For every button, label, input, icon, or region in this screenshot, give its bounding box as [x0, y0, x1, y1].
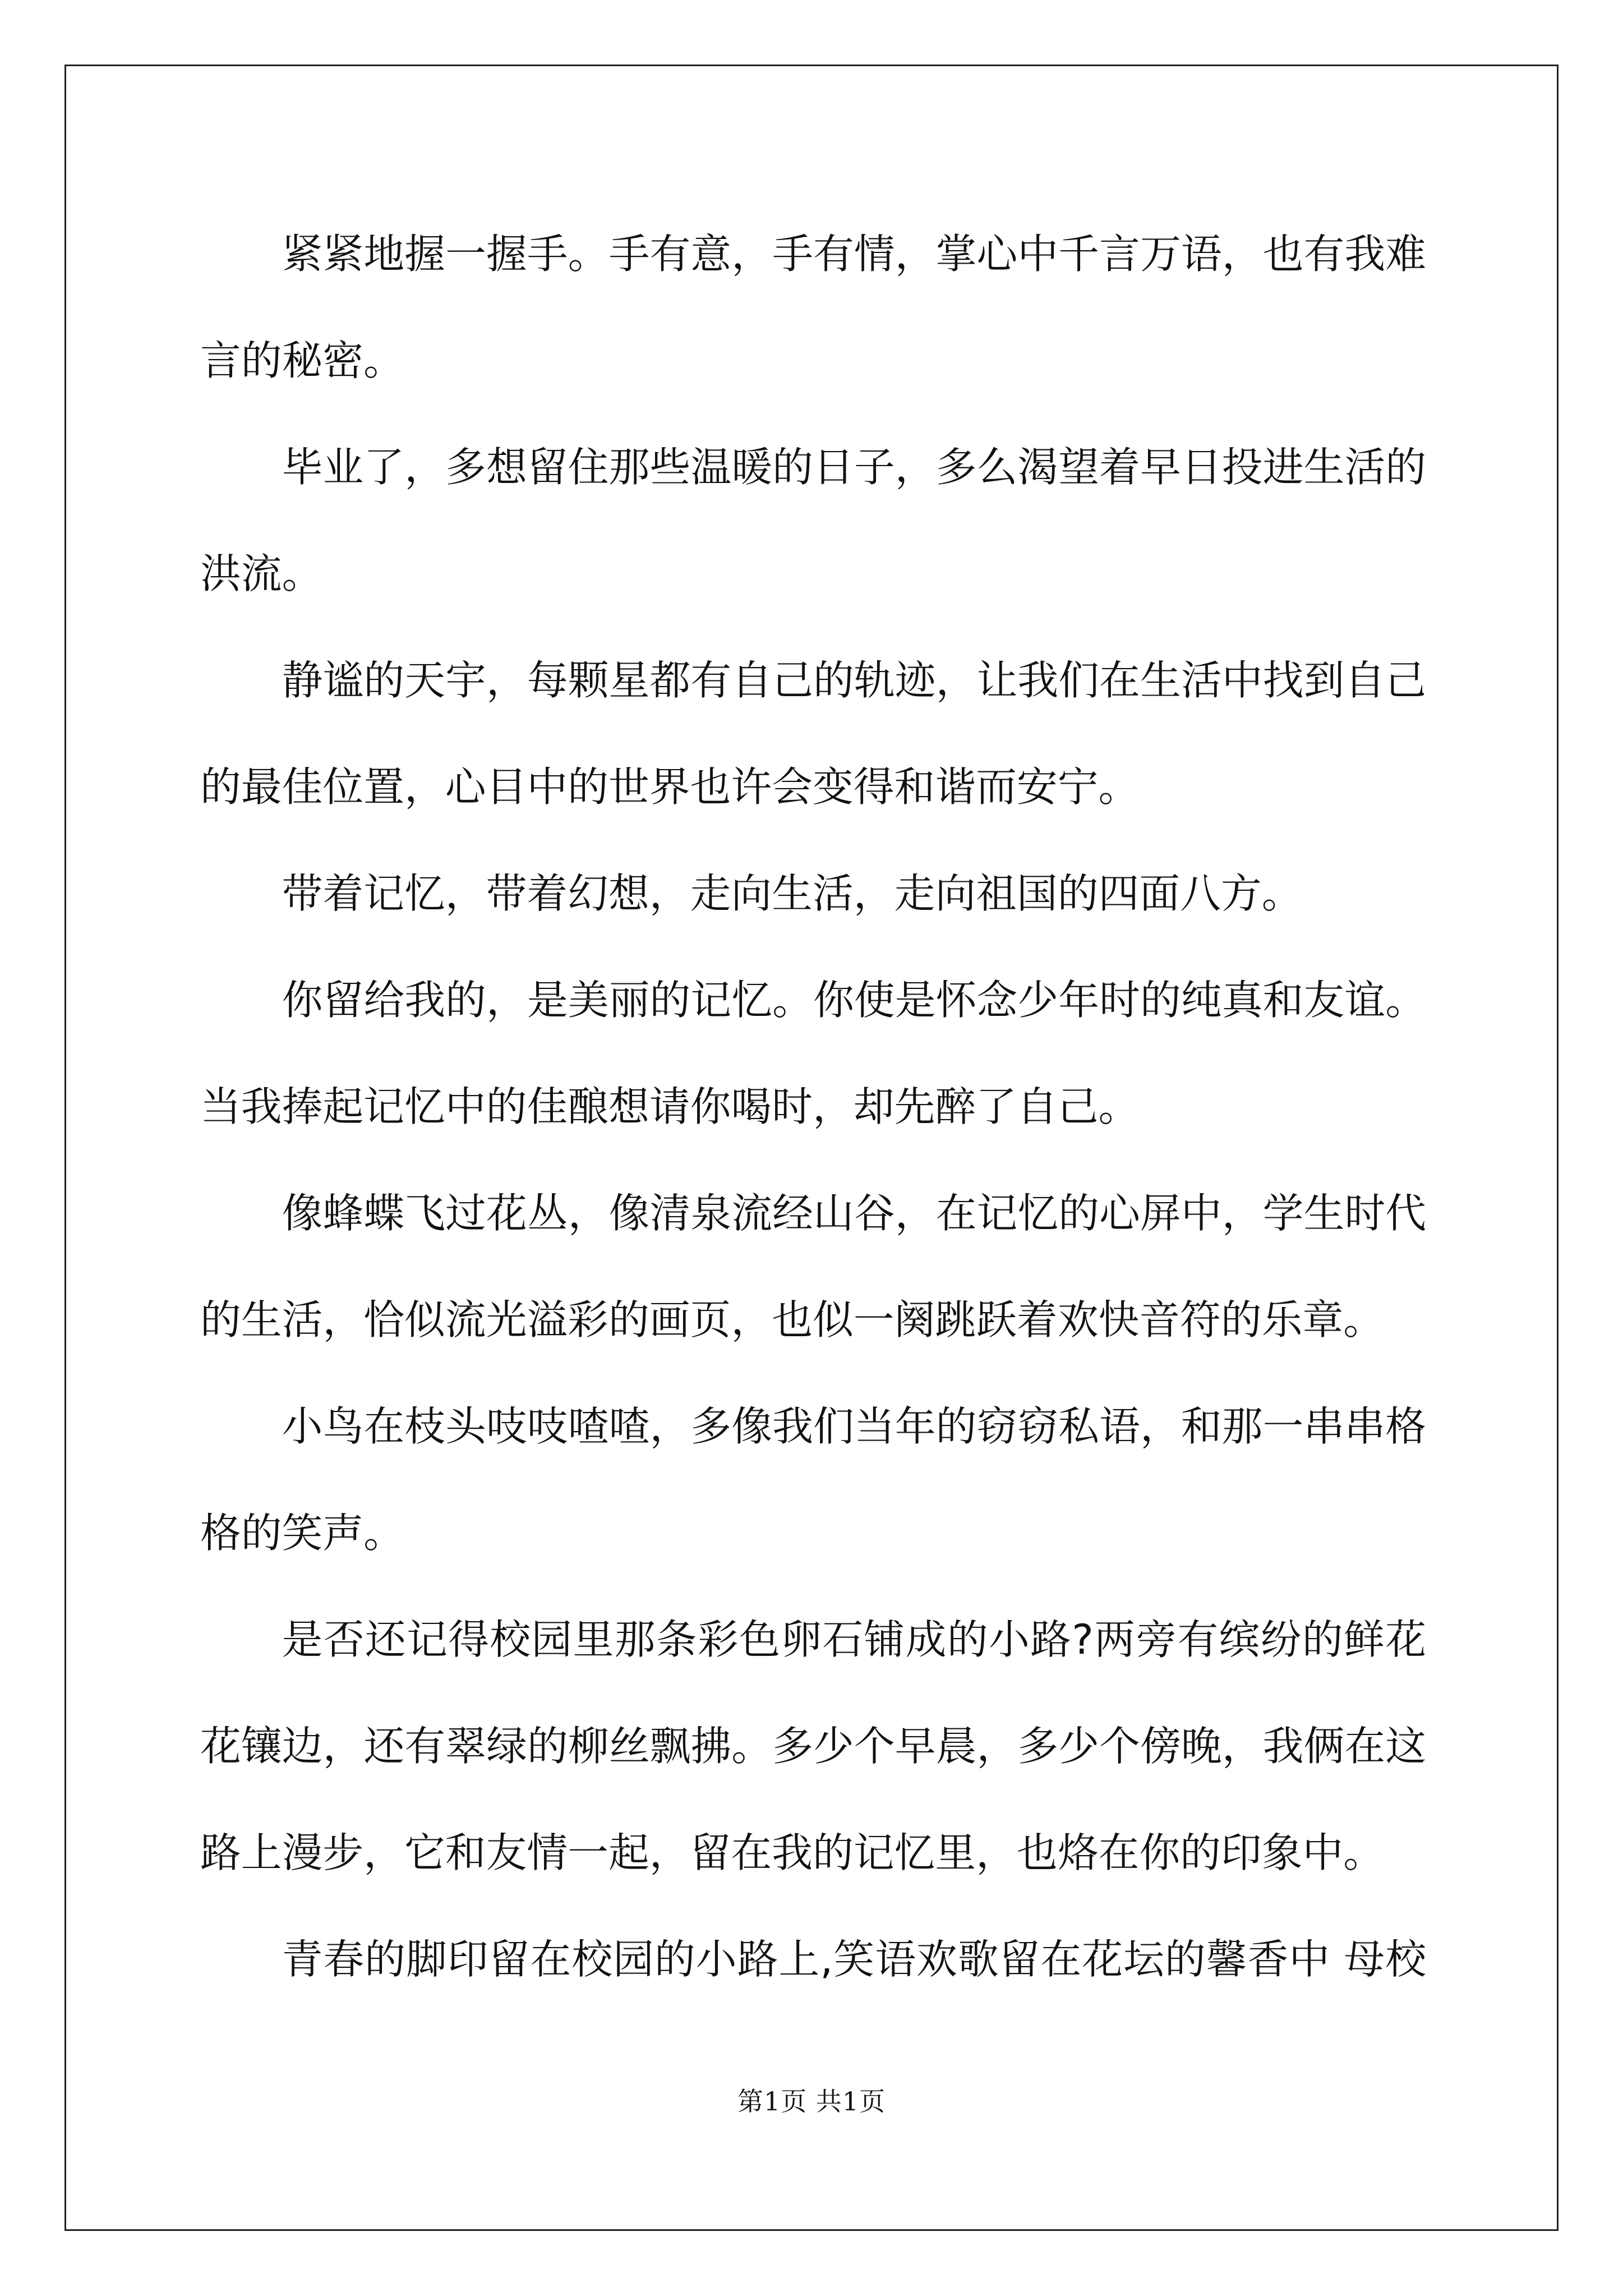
paragraph-6: 像蜂蝶飞过花丛，像清泉流经山谷，在记忆的心屏中，学生时代的生活，恰似流光溢彩的画页，也似一阕跳跃着欢快音符的乐章。 [200, 1190, 1426, 1344]
document-body [200, 201, 1426, 2013]
paragraph-2: 毕业了，多想留住那些温暖的日子，多么渴望着早日投进生活的洪流。 [200, 444, 1426, 598]
paragraph-4: 带着记忆，带着幻想，走向生活，走向祖国的四面八方。 [282, 870, 1303, 918]
paragraph-5: 你留给我的，是美丽的记忆。你使是怀念少年时的纯真和友谊。当我捧起记忆中的佳酿想请你喝时，却先醉了自己。 [200, 977, 1426, 1131]
paragraph-9: 青春的脚印留在校园的小路上,笑语欢歌留在花坛的馨香中 母校 [282, 1936, 1426, 1984]
paragraph-8: 是否还记得校园里那条彩色卵石铺成的小路?两旁有缤纷的鲜花花镶边，还有翠绿的柳丝飘拂。多少个早晨，多少个傍晚，我俩在这路上漫步，它和友情一起，留在我的记忆里，也烙在你的印象中。 [200, 1616, 1426, 1877]
page-number-footer: 第1页 共1页 [737, 2086, 886, 2116]
paragraph-1: 紧紧地握一握手。手有意，手有情，掌心中千言万语，也有我难言的秘密。 [200, 231, 1426, 385]
paragraph-3: 静谧的天宇，每颗星都有自己的轨迹，让我们在生活中找到自己的最佳位置，心目中的世界也许会变得和谐而安宁。 [200, 657, 1426, 811]
paragraph-7: 小鸟在枝头吱吱喳喳，多像我们当年的窃窃私语，和那一串串格格的笑声。 [200, 1403, 1426, 1557]
